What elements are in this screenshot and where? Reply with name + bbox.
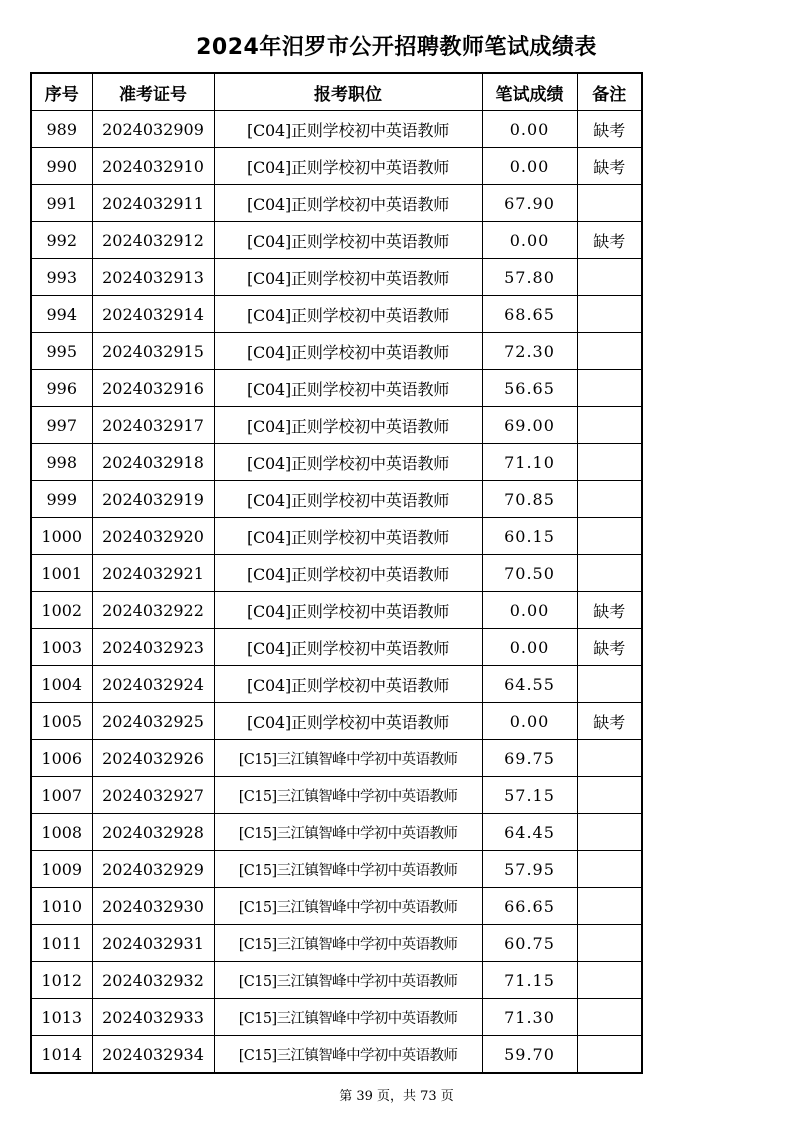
table-row [31,851,642,888]
cell-score: 71.15 [482,962,577,999]
cell-note [577,296,642,333]
cell-ticket: 2024032925 [92,703,214,740]
cell-ticket: 2024032931 [92,925,214,962]
cell-note [577,407,642,444]
cell-position: [C15]三江镇智峰中学初中英语教师 [214,814,482,851]
cell-score: 0.00 [482,148,577,185]
cell-position: [C15]三江镇智峰中学初中英语教师 [214,962,482,999]
cell-position: [C15]三江镇智峰中学初中英语教师 [214,740,482,777]
cell-note [577,444,642,481]
cell-seq: 991 [31,185,92,222]
cell-seq: 1013 [31,999,92,1036]
cell-seq: 1007 [31,777,92,814]
cell-note [577,333,642,370]
cell-ticket: 2024032918 [92,444,214,481]
table-row [31,592,642,629]
cell-position: [C04]正则学校初中英语教师 [214,629,482,666]
cell-ticket: 2024032916 [92,370,214,407]
cell-position: [C04]正则学校初中英语教师 [214,370,482,407]
cell-ticket: 2024032923 [92,629,214,666]
table-row [31,666,642,703]
cell-seq: 1004 [31,666,92,703]
cell-score: 57.15 [482,777,577,814]
table-row [31,222,642,259]
cell-score: 0.00 [482,111,577,148]
cell-seq: 990 [31,148,92,185]
cell-note: 缺考 [577,703,642,740]
table-row [31,518,642,555]
cell-position: [C15]三江镇智峰中学初中英语教师 [214,1036,482,1074]
cell-position: [C04]正则学校初中英语教师 [214,111,482,148]
cell-position: [C04]正则学校初中英语教师 [214,296,482,333]
cell-note: 缺考 [577,111,642,148]
cell-ticket: 2024032920 [92,518,214,555]
page-title: 2024年汨罗市公开招聘教师笔试成绩表 [196,35,597,60]
cell-note: 缺考 [577,592,642,629]
cell-seq: 1012 [31,962,92,999]
table-row [31,814,642,851]
cell-note [577,740,642,777]
cell-score: 69.00 [482,407,577,444]
table-row [31,999,642,1036]
cell-note [577,1036,642,1074]
cell-ticket: 2024032911 [92,185,214,222]
cell-note [577,962,642,999]
cell-score: 64.55 [482,666,577,703]
cell-ticket: 2024032919 [92,481,214,518]
table-row [31,370,642,407]
cell-score: 56.65 [482,370,577,407]
cell-score: 0.00 [482,222,577,259]
cell-position: [C04]正则学校初中英语教师 [214,185,482,222]
cell-seq: 1006 [31,740,92,777]
cell-ticket: 2024032922 [92,592,214,629]
cell-note: 缺考 [577,629,642,666]
cell-score: 0.00 [482,703,577,740]
cell-ticket: 2024032924 [92,666,214,703]
cell-score: 0.00 [482,592,577,629]
cell-ticket: 2024032928 [92,814,214,851]
header-score: 笔试成绩 [482,73,577,111]
table-header-row [31,73,642,111]
cell-seq: 999 [31,481,92,518]
header-seq: 序号 [31,73,92,111]
table-row [31,407,642,444]
cell-ticket: 2024032913 [92,259,214,296]
cell-note [577,925,642,962]
table-row [31,555,642,592]
cell-seq: 1010 [31,888,92,925]
cell-note: 缺考 [577,148,642,185]
cell-note [577,851,642,888]
table-row [31,185,642,222]
cell-position: [C15]三江镇智峰中学初中英语教师 [214,999,482,1036]
cell-ticket: 2024032910 [92,148,214,185]
cell-seq: 992 [31,222,92,259]
cell-note [577,481,642,518]
cell-note [577,999,642,1036]
cell-note [577,888,642,925]
table-row [31,962,642,999]
cell-note [577,370,642,407]
table-row [31,259,642,296]
table-row [31,925,642,962]
cell-position: [C15]三江镇智峰中学初中英语教师 [214,925,482,962]
cell-seq: 993 [31,259,92,296]
cell-note [577,666,642,703]
cell-score: 71.10 [482,444,577,481]
cell-seq: 995 [31,333,92,370]
cell-seq: 994 [31,296,92,333]
cell-score: 60.75 [482,925,577,962]
cell-score: 57.80 [482,259,577,296]
cell-ticket: 2024032915 [92,333,214,370]
cell-ticket: 2024032929 [92,851,214,888]
cell-note [577,777,642,814]
cell-position: [C04]正则学校初中英语教师 [214,407,482,444]
cell-seq: 989 [31,111,92,148]
cell-ticket: 2024032934 [92,1036,214,1074]
table-row [31,296,642,333]
cell-seq: 1011 [31,925,92,962]
cell-score: 67.90 [482,185,577,222]
cell-note: 缺考 [577,222,642,259]
cell-position: [C15]三江镇智峰中学初中英语教师 [214,777,482,814]
header-note: 备注 [577,73,642,111]
cell-ticket: 2024032930 [92,888,214,925]
cell-position: [C04]正则学校初中英语教师 [214,148,482,185]
table-row [31,444,642,481]
cell-score: 70.50 [482,555,577,592]
cell-seq: 1014 [31,1036,92,1074]
cell-position: [C04]正则学校初中英语教师 [214,444,482,481]
table-row [31,111,642,148]
cell-score: 66.65 [482,888,577,925]
cell-position: [C04]正则学校初中英语教师 [214,481,482,518]
cell-position: [C04]正则学校初中英语教师 [214,333,482,370]
header-ticket: 准考证号 [92,73,214,111]
cell-ticket: 2024032927 [92,777,214,814]
cell-ticket: 2024032932 [92,962,214,999]
cell-ticket: 2024032917 [92,407,214,444]
cell-note [577,518,642,555]
cell-score: 0.00 [482,629,577,666]
cell-ticket: 2024032933 [92,999,214,1036]
cell-position: [C04]正则学校初中英语教师 [214,666,482,703]
page-footer: 第 39 页，共 73 页 [339,1089,454,1104]
cell-seq: 1000 [31,518,92,555]
cell-note [577,555,642,592]
cell-ticket: 2024032912 [92,222,214,259]
cell-note [577,185,642,222]
cell-score: 64.45 [482,814,577,851]
cell-seq: 996 [31,370,92,407]
cell-seq: 1002 [31,592,92,629]
table-row [31,1036,642,1074]
cell-note [577,814,642,851]
table-row [31,148,642,185]
cell-score: 72.30 [482,333,577,370]
cell-note [577,259,642,296]
header-position: 报考职位 [214,73,482,111]
cell-score: 68.65 [482,296,577,333]
cell-position: [C15]三江镇智峰中学初中英语教师 [214,851,482,888]
cell-ticket: 2024032909 [92,111,214,148]
cell-position: [C04]正则学校初中英语教师 [214,518,482,555]
cell-score: 70.85 [482,481,577,518]
table-row [31,629,642,666]
table-row [31,703,642,740]
cell-seq: 998 [31,444,92,481]
cell-ticket: 2024032926 [92,740,214,777]
cell-position: [C04]正则学校初中英语教师 [214,259,482,296]
cell-position: [C04]正则学校初中英语教师 [214,555,482,592]
cell-position: [C15]三江镇智峰中学初中英语教师 [214,888,482,925]
cell-seq: 1005 [31,703,92,740]
cell-ticket: 2024032921 [92,555,214,592]
cell-position: [C04]正则学校初中英语教师 [214,703,482,740]
cell-seq: 1009 [31,851,92,888]
table-row [31,333,642,370]
score-table [30,72,643,1074]
cell-seq: 997 [31,407,92,444]
cell-seq: 1008 [31,814,92,851]
table-row [31,481,642,518]
cell-score: 60.15 [482,518,577,555]
cell-ticket: 2024032914 [92,296,214,333]
cell-position: [C04]正则学校初中英语教师 [214,222,482,259]
cell-score: 59.70 [482,1036,577,1074]
table-row [31,777,642,814]
table-row [31,888,642,925]
cell-score: 57.95 [482,851,577,888]
cell-seq: 1001 [31,555,92,592]
cell-score: 69.75 [482,740,577,777]
cell-position: [C04]正则学校初中英语教师 [214,592,482,629]
table-row [31,740,642,777]
cell-score: 71.30 [482,999,577,1036]
cell-seq: 1003 [31,629,92,666]
